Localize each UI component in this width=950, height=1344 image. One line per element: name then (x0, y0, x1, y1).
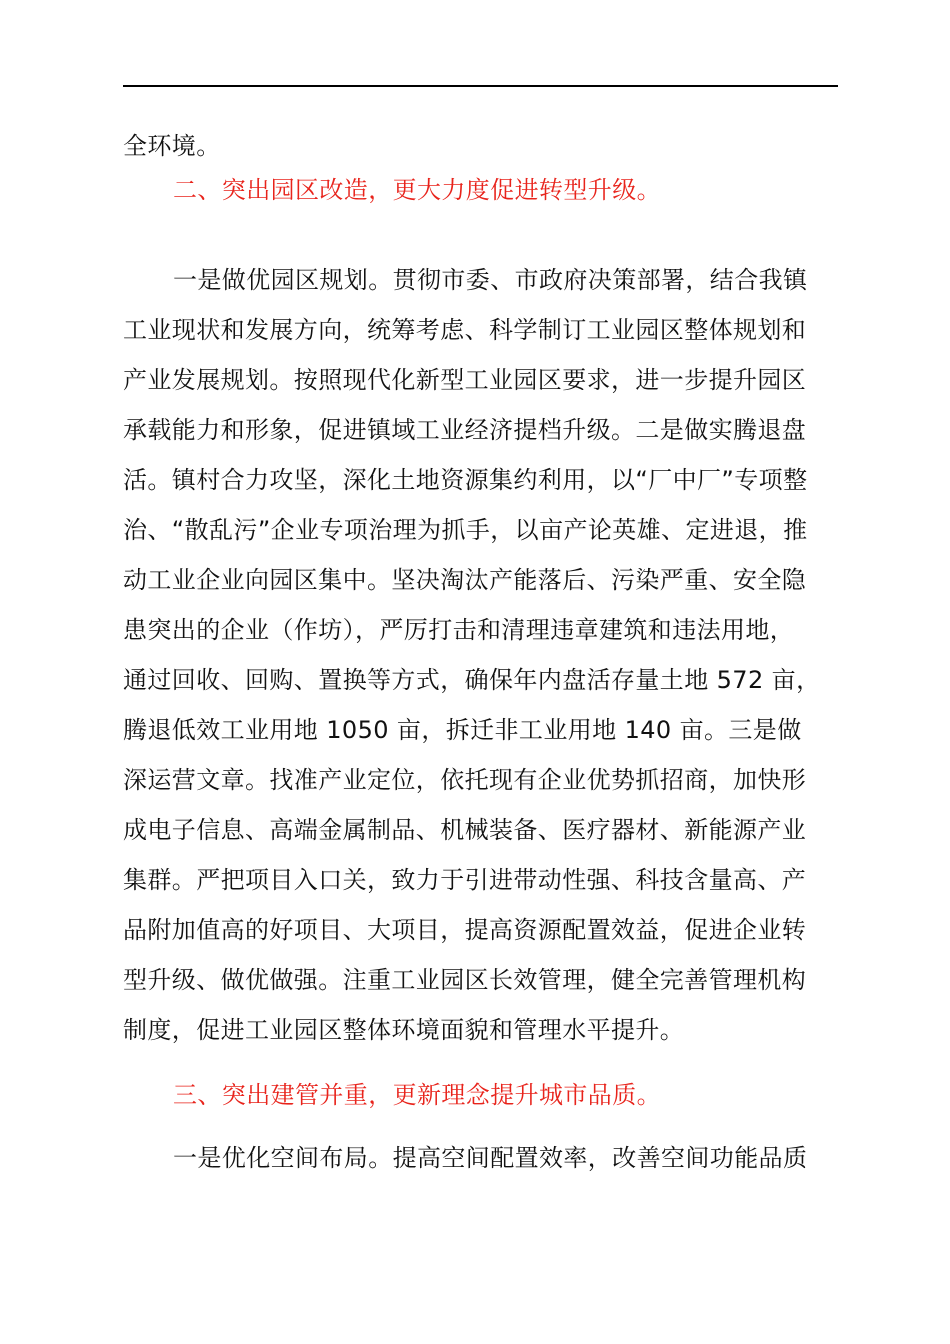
section-heading-2: 二、突出园区改造，更大力度促进转型升级。 (173, 176, 661, 204)
paragraph-line: 通过回收、回购、置换等方式，确保年内盘活存量土地 572 亩， (123, 666, 821, 694)
paragraph-line: 动工业企业向园区集中。坚决淘汰产能落后、污染严重、安全隐 (123, 566, 807, 594)
section-heading-3: 三、突出建管并重，更新理念提升城市品质。 (173, 1081, 661, 1109)
paragraph-line: 集群。严把项目入口关，致力于引进带动性强、科技含量高、产 (123, 866, 807, 894)
paragraph-line: 深运营文章。找准产业定位，依托现有企业优势抓招商，加快形 (123, 766, 807, 794)
paragraph-line: 全环境。 (123, 132, 221, 160)
paragraph-line: 品附加值高的好项目、大项目，提高资源配置效益，促进企业转 (123, 916, 807, 944)
paragraph-line: 制度，促进工业园区整体环境面貌和管理水平提升。 (123, 1016, 685, 1044)
paragraph-line: 工业现状和发展方向，统筹考虑、科学制订工业园区整体规划和 (123, 316, 807, 344)
paragraph-line: 承载能力和形象，促进镇域工业经济提档升级。二是做实腾退盘 (123, 416, 807, 444)
paragraph-line: 成电子信息、高端金属制品、机械装备、医疗器材、新能源产业 (123, 816, 807, 844)
paragraph-line: 一是做优园区规划。贯彻市委、市政府决策部署，结合我镇 (173, 266, 808, 294)
paragraph-line: 产业发展规划。按照现代化新型工业园区要求，进一步提升园区 (123, 366, 807, 394)
paragraph-line: 治、“散乱污”企业专项治理为抓手，以亩产论英雄、定进退，推 (123, 516, 808, 544)
paragraph-line: 患突出的企业（作坊），严厉打击和清理违章建筑和违法用地， (123, 616, 795, 644)
paragraph-line: 一是优化空间布局。提高空间配置效率，改善空间功能品质 (173, 1144, 808, 1172)
paragraph-line: 型升级、做优做强。注重工业园区长效管理，健全完善管理机构 (123, 966, 807, 994)
paragraph-line: 腾退低效工业用地 1050 亩，拆迁非工业用地 140 亩。三是做 (123, 716, 802, 744)
paragraph-line: 活。镇村合力攻坚，深化土地资源集约利用，以“厂中厂”专项整 (123, 466, 808, 494)
header-rule (123, 85, 838, 87)
